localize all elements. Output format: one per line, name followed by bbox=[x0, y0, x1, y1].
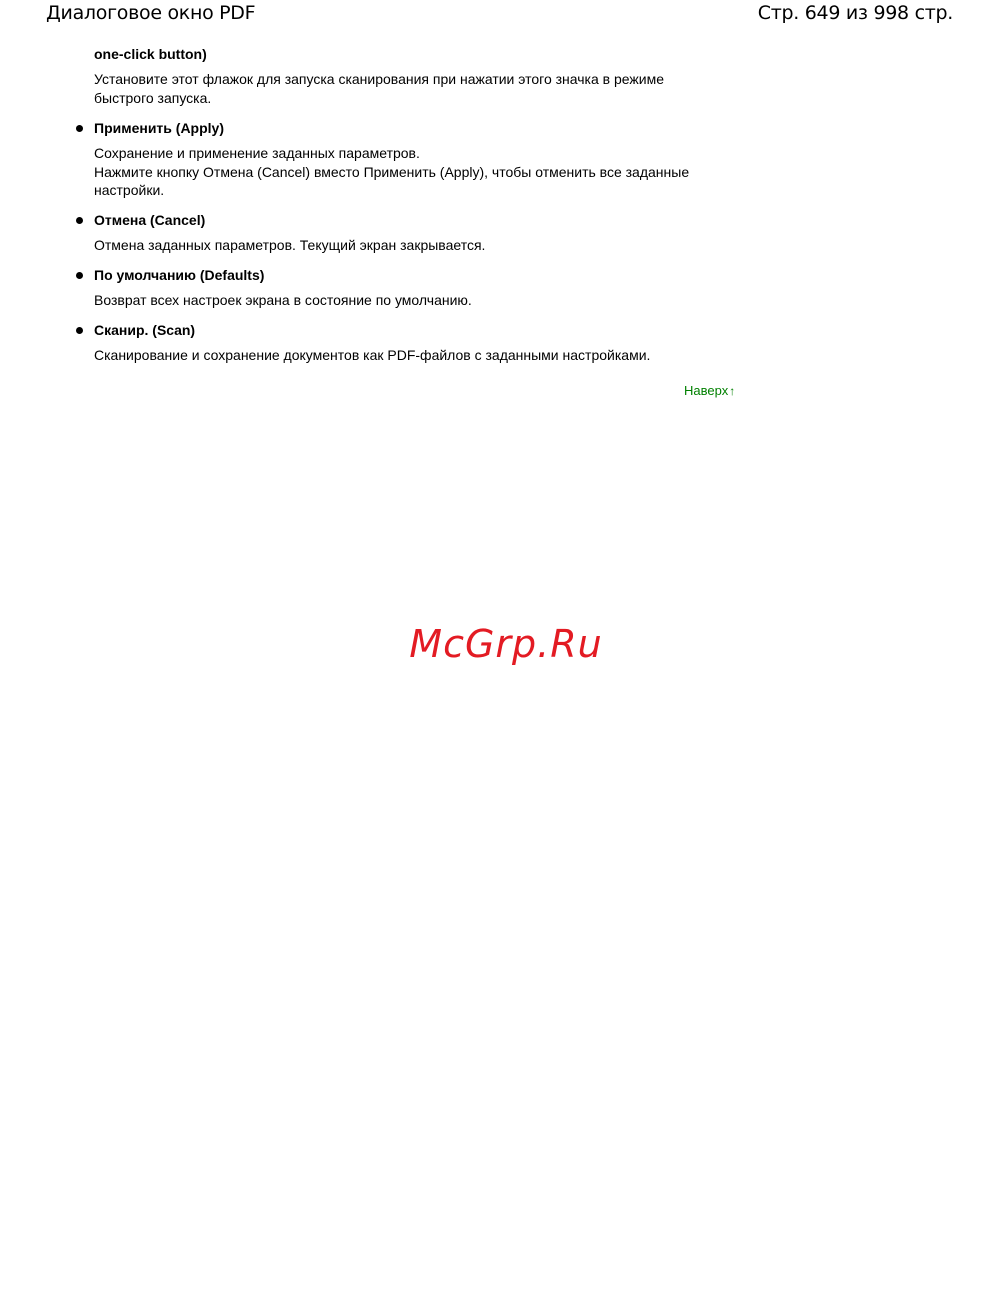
text-line: Сканирование и сохранение документов как PDF-файлов с заданными настройками. bbox=[94, 347, 651, 363]
item-title: Отмена (Cancel) bbox=[94, 212, 206, 228]
item-title: По умолчанию (Defaults) bbox=[94, 267, 265, 283]
text-line: Установите этот флажок для запуска сканирования при нажатии этого значка в режиме bbox=[94, 71, 664, 87]
arrow-up-icon: ↑ bbox=[729, 384, 736, 398]
bullet-icon bbox=[76, 272, 83, 279]
text-line: Возврат всех настроек экрана в состояние по умолчанию. bbox=[94, 292, 472, 308]
watermark: McGrp.Ru bbox=[409, 622, 603, 666]
item-title: Сканир. (Scan) bbox=[94, 322, 196, 338]
intro-description bbox=[94, 70, 754, 107]
bullet-icon bbox=[76, 217, 83, 224]
text-line: быстрого запуска. bbox=[94, 89, 212, 106]
item-description bbox=[94, 291, 754, 310]
text-line: Отмена заданных параметров. Текущий экран закрывается. bbox=[94, 237, 486, 253]
page-indicator: Стр. 649 из 998 стр. bbox=[757, 2, 953, 24]
bullet-icon bbox=[76, 125, 83, 132]
item-description bbox=[94, 144, 754, 200]
item-description bbox=[94, 236, 754, 255]
item-title: Применить (Apply) bbox=[94, 120, 224, 136]
back-to-top-link[interactable] bbox=[684, 383, 735, 398]
bullet-icon bbox=[76, 327, 83, 334]
back-to-top-label: Наверх bbox=[684, 383, 729, 398]
text-line: Нажмите кнопку Отмена (Cancel) вместо Применить (Apply), чтобы отменить все заданные bbox=[94, 163, 690, 180]
text-line: настройки. bbox=[94, 182, 165, 198]
intro-heading: one-click button) bbox=[94, 46, 207, 62]
page-header bbox=[0, 0, 1000, 30]
text-line: Сохранение и применение заданных параметров. bbox=[94, 145, 420, 161]
item-description bbox=[94, 346, 754, 365]
document-title: Диалоговое окно PDF bbox=[46, 2, 256, 24]
